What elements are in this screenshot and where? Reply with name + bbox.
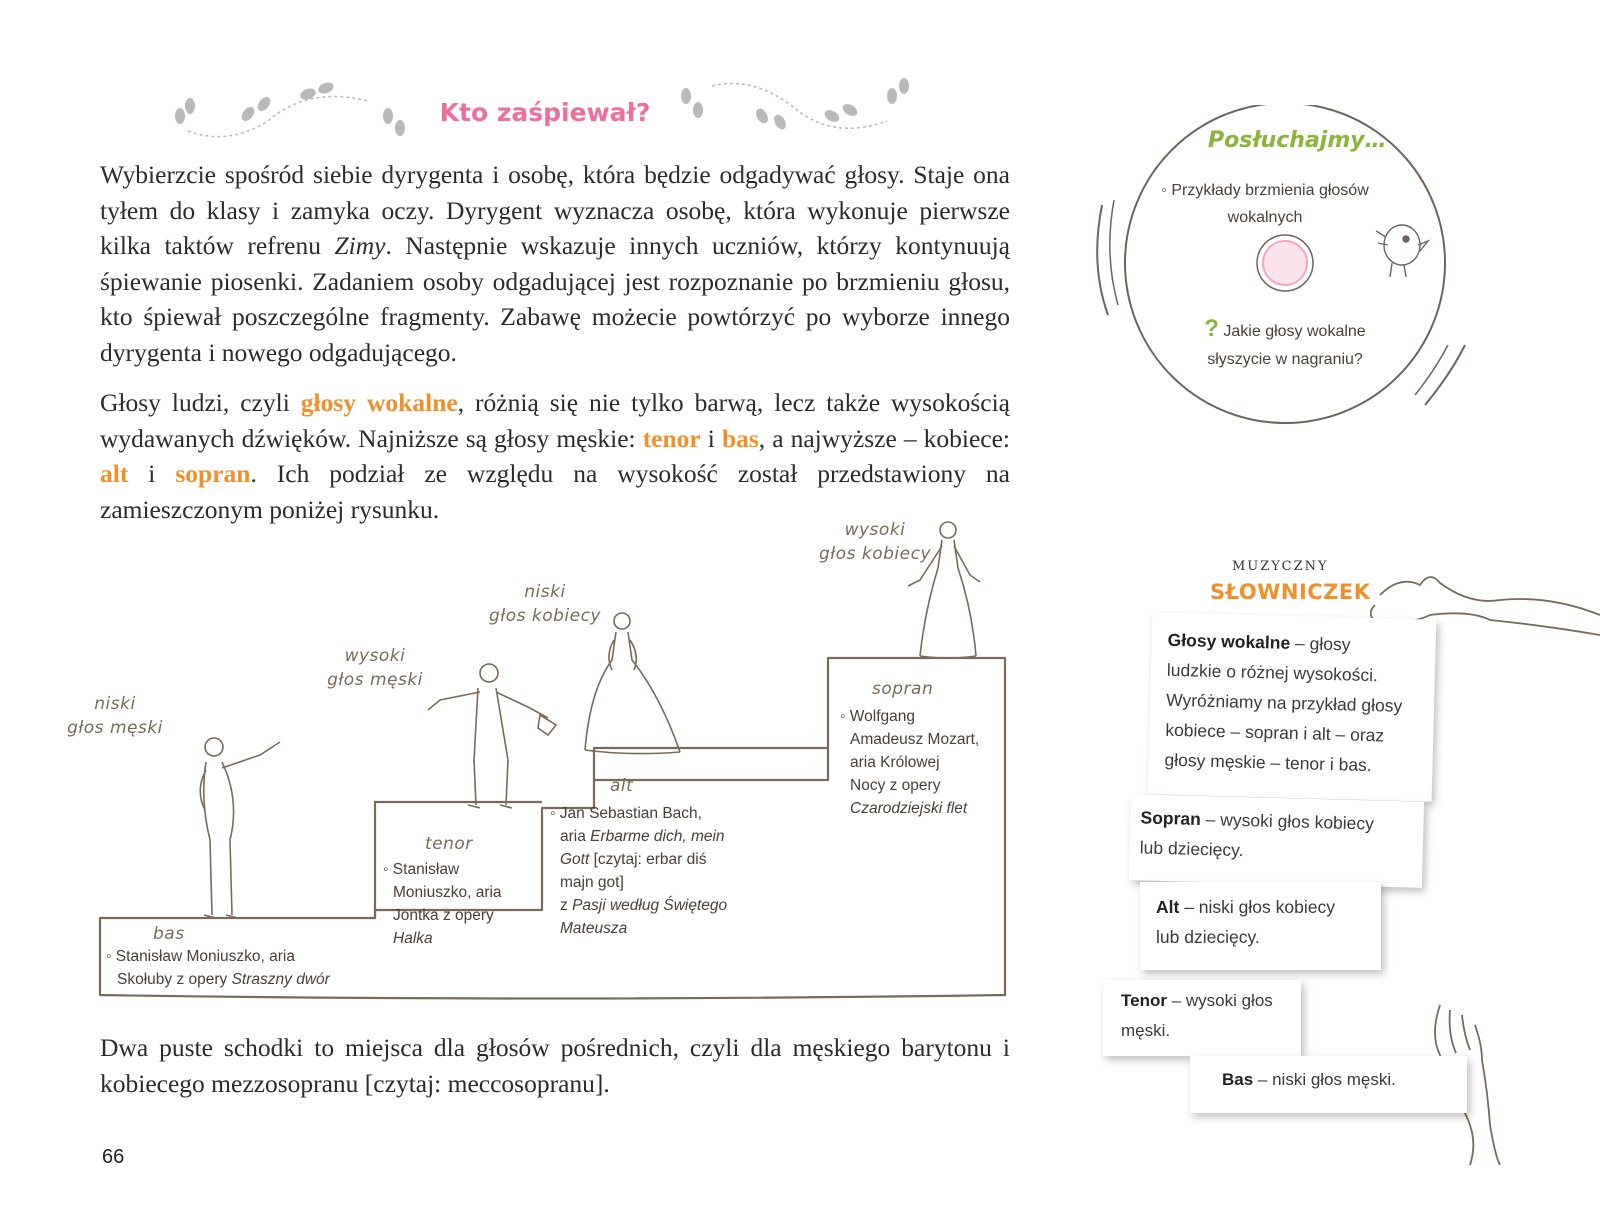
step-example-bas: ◦ Stanisław Moniuszko, aria Skołuby z opery Straszny dwór: [106, 948, 330, 988]
tenor-singer-figure: [428, 664, 556, 808]
question-mark-icon: ?: [1204, 315, 1219, 342]
paragraph-3: Dwa puste schodki to miejsca dla głosów pośrednich, czyli dla męskiego barytonu i kobiecego mezzosopranu [czytaj: meccosopranu].: [100, 1033, 1010, 1098]
sopran-range-label: wysoki głos kobiecy: [819, 520, 931, 564]
step-example-alt: ◦ Jan Sebastian Bach, aria Erbarme dich, mein Gott [czytaj: erbar diś majn got] z Pasji według Świętego Mateusza: [550, 805, 728, 937]
tenor-range-label: wysoki głos męski: [327, 646, 423, 690]
alt-range-label: niski głos kobiecy: [489, 582, 601, 626]
cd-disc-graphic: [1090, 105, 1470, 435]
term-tenor: tenor: [642, 423, 701, 453]
glossary-card-glosy-wokalne: Głosy wokalne – głosy ludzkie o różnej wysokości. Wyróżniamy na przykład głosy kobiece – sopran i alt – oraz głosy męskie – tenor i bas.: [1148, 612, 1437, 801]
section-title: Kto zaśpiewał?: [439, 98, 651, 127]
paragraph-2: Głosy ludzi, czyli głosy wokalne, różnią się nie tylko barwą, lecz także wysokością wydawanych dźwięków. Najniższe są głosy męskie: tenor i bas, a najwyższe – kobiece: alt i sopran. Ich podział ze względu na wysokość został przedstawiony na zamieszczonym poniżej rysunku.: [100, 388, 1010, 524]
cd-question: ? Jakie głosy wokalne słyszycie w nagraniu?: [1204, 315, 1366, 368]
term-sopran: sopran: [175, 459, 251, 488]
glossary-kicker: MUZYCZNY: [1232, 559, 1329, 574]
glossary-card-tenor: Tenor – wysoki głos męski.: [1103, 980, 1301, 1056]
step-name-sopran: sopran: [872, 679, 934, 699]
glossary-card-alt: Alt – niski głos kobiecy lub dziecięcy.: [1140, 882, 1381, 970]
page-number: 66: [102, 1146, 125, 1168]
glossary-title: SŁOWNICZEK: [1210, 580, 1371, 604]
step-example-sopran: ◦ Wolfgang Amadeusz Mozart, aria Królowej Nocy z opery Czarodziejski flet: [840, 708, 980, 817]
bass-singer-figure: [200, 738, 280, 918]
glossary-card-bas: Bas – niski głos męski.: [1190, 1056, 1467, 1113]
paragraph-1: Wybierzcie spośród siebie dyrygenta i osobę, która będzie odgadywać głosy. Staje ona tyłem do klasy i zamyka oczy. Dyrygent wyznacza osobę, która wykonuje pierwsze kilka taktów refrenu Zimy. Następnie wskazuje innych uczniów, którzy kontynuują śpiewanie piosenki. Zadaniem osoby odgadującej jest rozpoznanie po brzmieniu głosu, kto śpiewał poszczególne fragmenty. Zabawę możecie powtórzyć po wyborze innego dyrygenta i nowego odgadującego.: [100, 160, 1010, 367]
main-text: [100, 157, 1010, 542]
step-example-tenor: ◦ Stanisław Moniuszko, aria Jontka z opery Halka: [383, 861, 502, 947]
cd-title: Posłuchajmy…: [1208, 128, 1387, 153]
term-glosy-wokalne: głosy wokalne: [300, 388, 458, 417]
glossary-card-sopran: Sopran – wysoki głos kobiecy lub dziecięcy.: [1129, 794, 1424, 888]
step-name-alt: alt: [610, 776, 634, 796]
term-alt: alt: [100, 459, 129, 488]
step-name-tenor: tenor: [425, 834, 473, 854]
cd-track-list: ◦ Przykłady brzmienia głosów wokalnych: [1161, 182, 1369, 226]
alto-singer-figure: [585, 613, 680, 754]
bas-range-label: niski głos męski: [67, 694, 163, 738]
term-bas: bas: [721, 423, 759, 453]
step-name-bas: bas: [153, 924, 185, 944]
